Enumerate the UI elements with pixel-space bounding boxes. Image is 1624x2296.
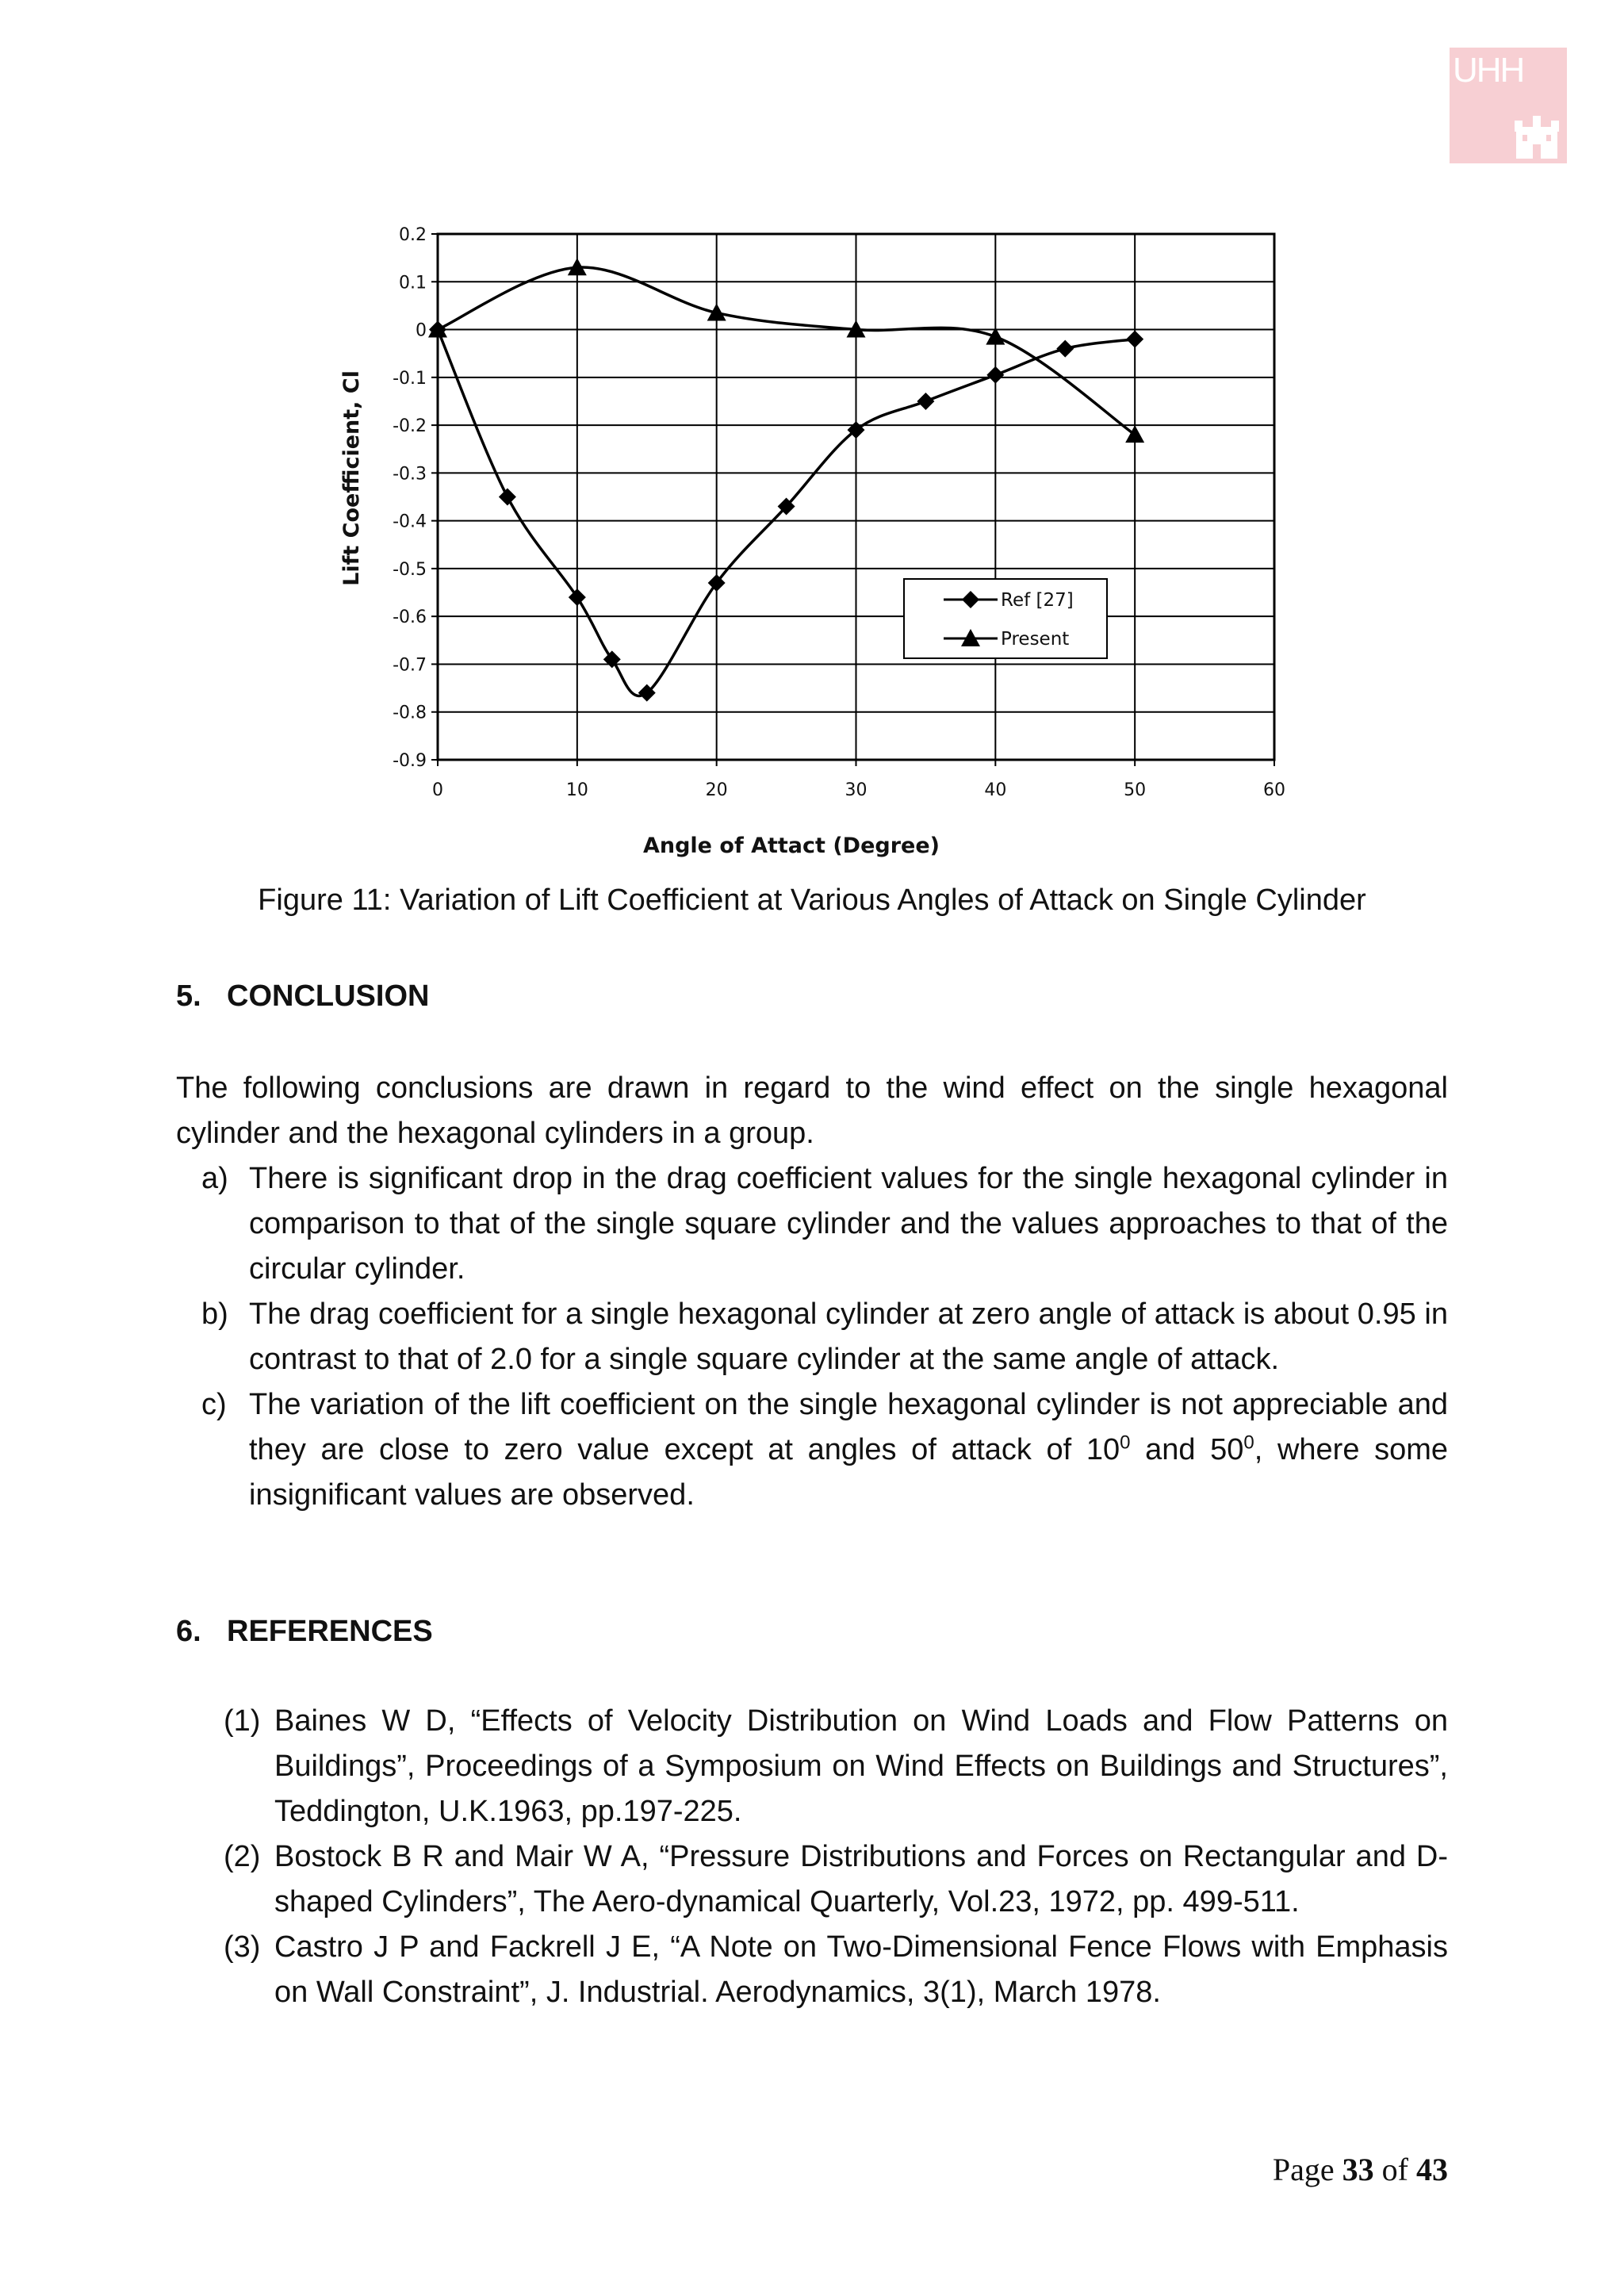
page-total: 43 xyxy=(1416,2152,1448,2187)
series-line-present xyxy=(438,267,1135,435)
y-tick-label: -0.5 xyxy=(393,559,427,580)
section-title: CONCLUSION xyxy=(227,979,430,1013)
legend-label-present: Present xyxy=(1001,629,1070,650)
y-tick-label: -0.6 xyxy=(393,608,427,628)
references-list xyxy=(224,1699,1448,2015)
conclusion-intro: The following conclusions are drawn in regard to the wind effect on the single hexagonal cylinder and the hexagonal cylinders in a group. xyxy=(176,1071,1448,1150)
conclusion-list xyxy=(176,1156,1448,1518)
y-tick-label: -0.1 xyxy=(393,368,427,389)
y-tick-label: -0.2 xyxy=(393,416,427,437)
reference-item xyxy=(224,1699,1448,1834)
data-point-diamond xyxy=(1056,340,1074,358)
data-point-triangle xyxy=(1125,425,1144,443)
y-tick-label: 0 xyxy=(416,320,427,341)
y-tick-label: -0.9 xyxy=(393,751,427,771)
reference-marker: (3) xyxy=(224,1930,261,1964)
x-tick-label: 0 xyxy=(432,780,443,800)
list-item-text: , where some insignificant values are observed. xyxy=(249,1433,1448,1512)
data-point-diamond xyxy=(986,366,1004,384)
page-current: 33 xyxy=(1342,2152,1374,2187)
superscript: 0 xyxy=(1243,1432,1254,1454)
reference-text: Baines W D, “Effects of Velocity Distribution on Wind Loads and Flow Patterns on Buildings”, Proceedings of a Symposium on Wind Effects on Buildings and Structures”, Teddington, U.K.1963, pp.197-225. xyxy=(274,1704,1448,1828)
reference-item xyxy=(224,1834,1448,1925)
section-number: 5. xyxy=(176,979,201,1013)
list-marker: c) xyxy=(201,1388,227,1421)
reference-marker: (1) xyxy=(224,1704,261,1738)
reference-text: Bostock B R and Mair W A, “Pressure Distributions and Forces on Rectangular and D-shaped Cylinders”, The Aero-dynamical Quarterly, Vol.23, 1972, pp. 499-511. xyxy=(274,1840,1448,1918)
list-item-text: and 50 xyxy=(1130,1433,1244,1466)
list-item xyxy=(176,1382,1448,1518)
data-point-diamond xyxy=(569,588,586,606)
data-point-diamond xyxy=(917,393,934,410)
y-tick-label: -0.7 xyxy=(393,655,427,676)
superscript: 0 xyxy=(1120,1432,1131,1454)
figure-caption: Figure 11: Variation of Lift Coefficient at Various Angles of Attack on Single Cylinder xyxy=(258,884,1366,917)
list-item xyxy=(176,1156,1448,1292)
y-tick-label: -0.3 xyxy=(393,464,427,485)
x-tick-label: 50 xyxy=(1124,780,1147,800)
legend xyxy=(904,579,1107,658)
y-tick-label: 0.2 xyxy=(399,225,427,245)
reference-item xyxy=(224,1925,1448,2015)
legend-label-ref: Ref [27] xyxy=(1001,590,1074,611)
data-point-diamond xyxy=(1126,331,1143,348)
y-tick-label: 0.1 xyxy=(399,273,427,293)
list-item-text: The drag coefficient for a single hexagonal cylinder at zero angle of attack is about 0.95 in contrast to that of 2.0 for a single square cylinder at the same angle of attack. xyxy=(249,1297,1448,1376)
section-heading-references xyxy=(176,1615,433,1649)
logo-text: UHH xyxy=(1453,51,1524,90)
list-item xyxy=(176,1292,1448,1382)
list-item-text: The variation of the lift coefficient on the single hexagonal cylinder is not appreciable and they are close to zero value except at angles of attack of 10 xyxy=(249,1388,1448,1466)
castle-icon xyxy=(1511,116,1562,159)
page-prefix: Page xyxy=(1272,2152,1335,2187)
section-heading-conclusion xyxy=(176,979,429,1014)
section-title: REFERENCES xyxy=(227,1615,433,1648)
lift-coefficient-chart xyxy=(317,214,1316,872)
x-tick-label: 10 xyxy=(565,780,588,800)
page-number xyxy=(1267,2151,1448,2188)
x-tick-label: 40 xyxy=(984,780,1007,800)
y-tick-label: -0.8 xyxy=(393,703,427,723)
x-tick-label: 30 xyxy=(845,780,868,800)
reference-marker: (2) xyxy=(224,1840,261,1873)
list-marker: a) xyxy=(201,1162,228,1195)
y-tick-label: -0.4 xyxy=(393,512,427,532)
data-point-diamond xyxy=(603,650,621,668)
page-of: of xyxy=(1381,2152,1408,2187)
y-axis-title: Lift Coefficient, Cl xyxy=(339,370,364,586)
list-item-text: There is significant drop in the drag coefficient values for the single hexagonal cylinder in comparison to that of the single square cylinder and the values approaches to that of the circular cylinder. xyxy=(249,1162,1448,1286)
x-axis-title: Angle of Attact (Degree) xyxy=(642,834,940,858)
reference-text: Castro J P and Fackrell J E, “A Note on Two-Dimensional Fence Flows with Emphasis on Wall Constraint”, J. Industrial. Aerodynamics, 3(1), March 1978. xyxy=(274,1930,1448,2009)
section-number: 6. xyxy=(176,1615,201,1648)
university-logo xyxy=(1450,48,1567,163)
list-marker: b) xyxy=(201,1297,228,1331)
data-point-diamond xyxy=(499,489,516,506)
x-tick-label: 60 xyxy=(1263,780,1285,800)
x-tick-label: 20 xyxy=(705,780,728,800)
